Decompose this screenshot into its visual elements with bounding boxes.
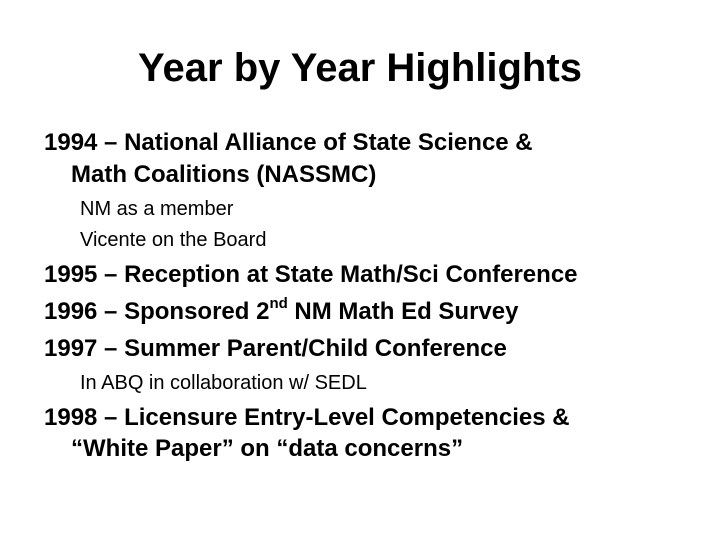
sub-bullet-vicente-board: Vicente on the Board	[80, 229, 267, 251]
sub-bullet-nm-member: NM as a member	[80, 198, 234, 220]
bullet-1996-superscript: nd	[269, 295, 288, 312]
bullet-1994-continuation: Math Coalitions (NASSMC)	[71, 161, 377, 188]
bullet-1996-prefix: 1996 – Sponsored 2	[44, 298, 270, 325]
bullet-1998: 1998 – Licensure Entry-Level Competencies &	[44, 404, 570, 431]
bullet-1998-continuation: “White Paper” on “data concerns”	[71, 435, 464, 462]
bullet-1996	[44, 297, 518, 327]
bullet-1996-suffix: NM Math Ed Survey	[287, 298, 519, 325]
sub-bullet-abq-sedl: In ABQ in collaboration w/ SEDL	[80, 372, 367, 394]
bullet-1995: 1995 – Reception at State Math/Sci Conference	[44, 261, 578, 288]
bullet-1997: 1997 – Summer Parent/Child Conference	[44, 335, 507, 362]
slide-title: Year by Year Highlights	[138, 46, 582, 90]
bullet-1994: 1994 – National Alliance of State Science &	[44, 129, 533, 156]
